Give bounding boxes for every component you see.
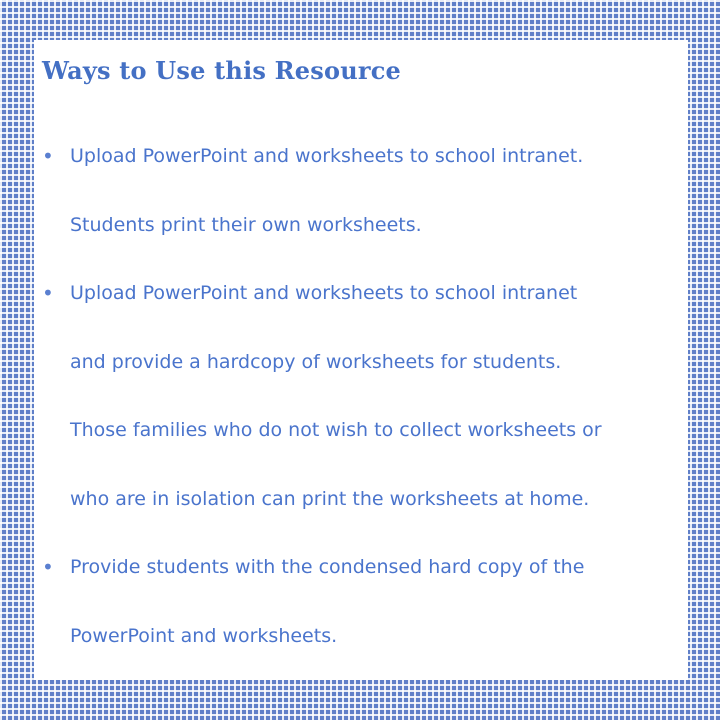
list-item: [42, 533, 602, 670]
bullet-text-line: Students print their own worksheets.: [70, 213, 422, 236]
bullet-list: [42, 122, 602, 670]
bullet-text-line: Upload PowerPoint and worksheets to school intranet.: [70, 145, 584, 167]
list-item: [42, 122, 602, 259]
bullet-icon: •: [42, 555, 54, 579]
bullet-text-line: PowerPoint and worksheets.: [70, 624, 338, 647]
bullet-icon: •: [42, 281, 54, 305]
bullet-text-line: Those families who do not wish to collect worksheets or: [70, 419, 602, 441]
bullet-text-line: Provide students with the condensed hard copy of the: [70, 556, 585, 578]
bullet-text-line: Upload PowerPoint and worksheets to school intranet: [70, 282, 578, 304]
bullet-text-line: and provide a hardcopy of worksheets for students.: [70, 350, 562, 373]
content-card: [34, 40, 688, 680]
bullet-icon: •: [42, 144, 54, 168]
bullet-text-line: who are in isolation can print the worksheets at home.: [70, 487, 590, 510]
list-item: [42, 259, 602, 533]
page-title: Ways to Use this Resource: [42, 56, 401, 85]
